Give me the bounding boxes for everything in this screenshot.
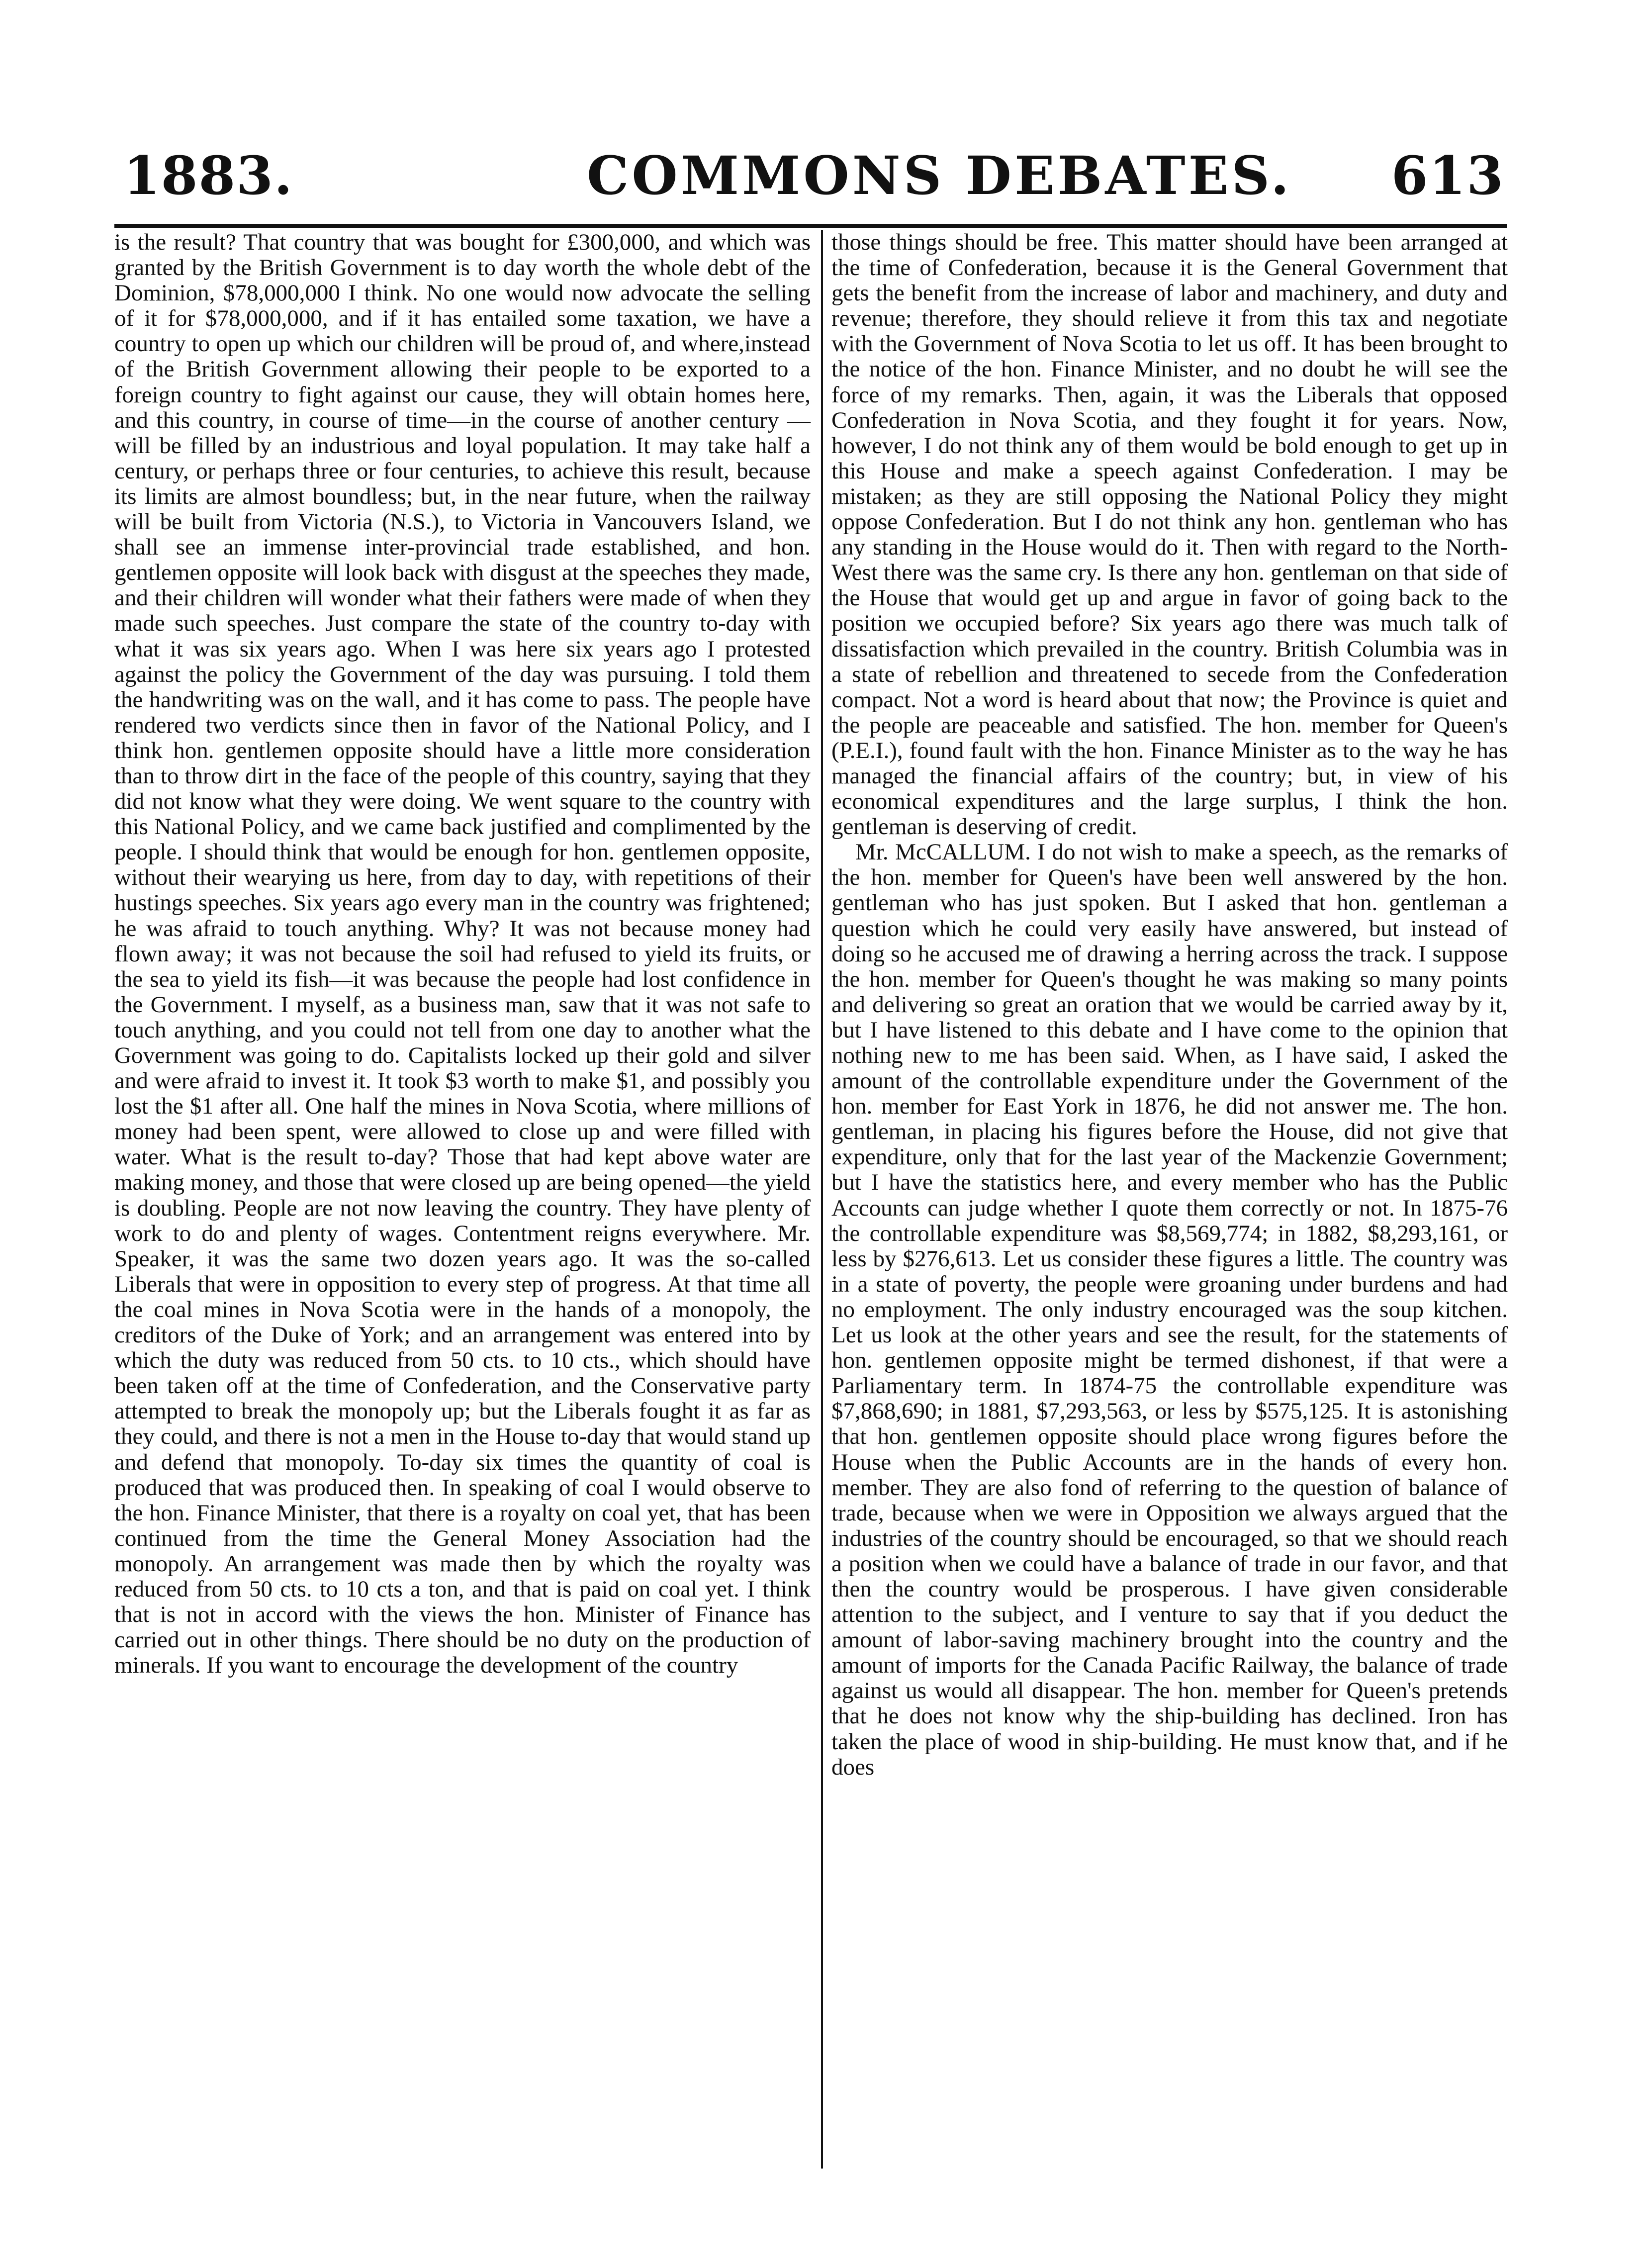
left-paragraph-1: is the result? That country that was bought for £300,000, and which was granted by the British Government is to day worth the whole debt of the Dominion, $78,000,000 I think. No one would now advocate the selling of it for $78,000,000, and if it has entailed some taxation, we have a country to open up which our children will be proud of, and where,instead of the British Government allowing their people to be exported to a foreign country to fight against our cause, they will obtain homes here, and this country, in course of time—in the course of another century —will be filled by an industrious and loyal population. It may take half a century, or perhaps three or four centuries, to achieve this result, because its limits are almost boundless; but, in the near future, when the railway will be built from Victoria (N.S.), to Victoria in Vancouvers Island, we shall see an immense inter-provincial trade established, and hon. gentlemen opposite will look back with disgust at the speeches they made, and their children will wonder what their fathers were made of when they made such speeches. Just compare the state of the country to-day with what it was six years ago. When I was here six years ago I protested against the policy the Government of the day was pursuing. I told them the handwriting was on the wall, and it has come to pass. The people have rendered two verdicts since then in favor of the National Policy, and I think hon. gentlemen opposite should have a little more consideration than to throw dirt in the face of the people of this country, saying that they did not know what they were doing. We went square to the country with this National Policy, and we came back justified and complimented by the people. I should think that would be enough for hon. gentlemen opposite, without their wearying us here, from day to day, with repetitions of their hustings speeches. Six years ago every man in the country was frightened; he was afraid to touch anything. Why? It was not because money had flown away; it was not because the soil had refused to yield its fruits, or the sea to yield its fish—it was because the people had lost confidence in the Government. I myself, as a business man, saw that it was not safe to touch anything, and you could not tell from one day to another what the Government was going to do. Capitalists locked up their gold and silver and were afraid to invest it. It took $3 worth to make $1, and possibly you lost the $1 after all. One half the mines in Nova Scotia, where millions of money had been spent, were allowed to close up and were filled with water. What is the result to-day? Those that had kept above water are making money, and those that were closed up are being opened—the yield is doubling. People are not now leaving the country. They have plenty of work to do and plenty of wages. Contentment reigns everywhere. Mr. Speaker, it was the same two dozen years ago. It was the so-called Liberals that were in opposition to every step of progress. At that time all the coal mines in Nova Scotia were in the hands of a monopoly, the creditors of the Duke of York; and an arrangement was entered into by which the duty was reduced from 50 cts. to 10 cts., which should have been taken off at the time of Confederation, and the Conservative party attempted to break the monopoly up; but the Liberals fought it as far as they could, and there is not a men in the House to-day that would stand up and defend that monopoly. To-day six times the quantity of coal is produced that was produced then. In speaking of coal I would observe to the hon. Finance Minister, that there is a royalty on coal yet, that has been continued from the time the General Money Association had the monopoly. An arrangement was made then by which the royalty was reduced from 50 cts. to 10 cts a ton, and that is paid on coal yet. I think that is not in accord with the views the hon. Minister of Finance has carried out in other things. There should be no duty on the production of minerals. If you want to encourage the development of the country bbox=[114, 229, 811, 1679]
header-rule bbox=[114, 224, 1507, 228]
header-title: COMMONS DEBATES. bbox=[587, 144, 1292, 206]
header-year: 1883. bbox=[123, 144, 293, 206]
left-column bbox=[114, 230, 811, 1678]
right-paragraph-1: those things should be free. This matter should have been arranged at the time of Confederation, because it is the General Government that gets the benefit from the increase of labor and machinery, and duty and revenue; therefore, they should relieve it from this tax and negotiate with the Government of Nova Scotia to let us off. It has been brought to the notice of the hon. Finance Minister, and no doubt he will see the force of my remarks. Then, again, it was the Liberals that opposed Confederation in Nova Scotia, and they fought it for years. Now, however, I do not think any of them would be bold enough to get up in this House and make a speech against Confederation. I may be mistaken; as they are still opposing the National Policy they might oppose Confederation. But I do not think any hon. gentleman who has any standing in the House would do it. Then with regard to the North-West there was the same cry. Is there any hon. gentleman on that side of the House that would get up and argue in favor of going back to the position we occupied before? Six years ago there was much talk of dissatisfaction which prevailed in the country. British Columbia was in a state of rebellion and threatened to secede from the Confederation compact. Not a word is heard about that now; the Province is quiet and the people are peaceable and satisfied. The hon. member for Queen's (P.E.I.), found fault with the hon. Finance Minister as to the way he has managed the financial affairs of the country; but, in view of his economical expenditures and the large surplus, I think the hon. gentleman is deserving of credit. bbox=[831, 229, 1508, 840]
header-page-number: 613 bbox=[1391, 144, 1504, 206]
column-divider bbox=[821, 230, 823, 2169]
right-paragraph-2: Mr. McCALLUM. I do not wish to make a speech, as the remarks of the hon. member for Queen's have been well answered by the hon. gentleman who has just spoken. But I asked that hon. gentleman a question which he could very easily have answered, but instead of doing so he accused me of drawing a herring across the track. I suppose the hon. member for Queen's thought he was making so many points and delivering so great an oration that we would be carried away by it, but I have listened to this debate and I have come to the opinion that nothing new to me has been said. When, as I have said, I asked the amount of the controllable expenditure under the Government of the hon. member for East York in 1876, he did not answer me. The hon. gentleman, in placing his figures before the House, did not give that expenditure, only that for the last year of the Mackenzie Government; but I have the statistics here, and every member who has the Public Accounts can judge whether I quote them correctly or not. In 1875-76 the controllable expenditure was $8,569,774; in 1882, $8,293,161, or less by $276,613. Let us consider these figures a little. The country was in a state of poverty, the people were groaning under burdens and had no employment. The only industry encouraged was the soup kitchen. Let us look at the other years and see the result, for the statements of hon. gentlemen opposite might be termed dishonest, if that were a Parliamentary term. In 1874-75 the controllable expenditure was $7,868,690; in 1881, $7,293,563, or less by $575,125. It is astonishing that hon. gentlemen opposite should place wrong figures before the House when the Public Accounts are in the hands of every hon. member. They are also fond of referring to the question of balance of trade, because when we were in Opposition we always argued that the industries of the country should be encouraged, so that we should reach a position when we could have a balance of trade in our favor, and that then the country would be prosperous. I have given considerable attention to the subject, and I venture to say that if you deduct the amount of labor-saving machinery brought into the country and the amount of imports for the Canada Pacific Railway, the balance of trade against us would all disappear. The hon. member for Queen's pretends that he does not know why the ship-building has declined. Iron has taken the place of wood in ship-building. He must know that, and if he does bbox=[831, 839, 1508, 1780]
right-column bbox=[831, 230, 1508, 1780]
